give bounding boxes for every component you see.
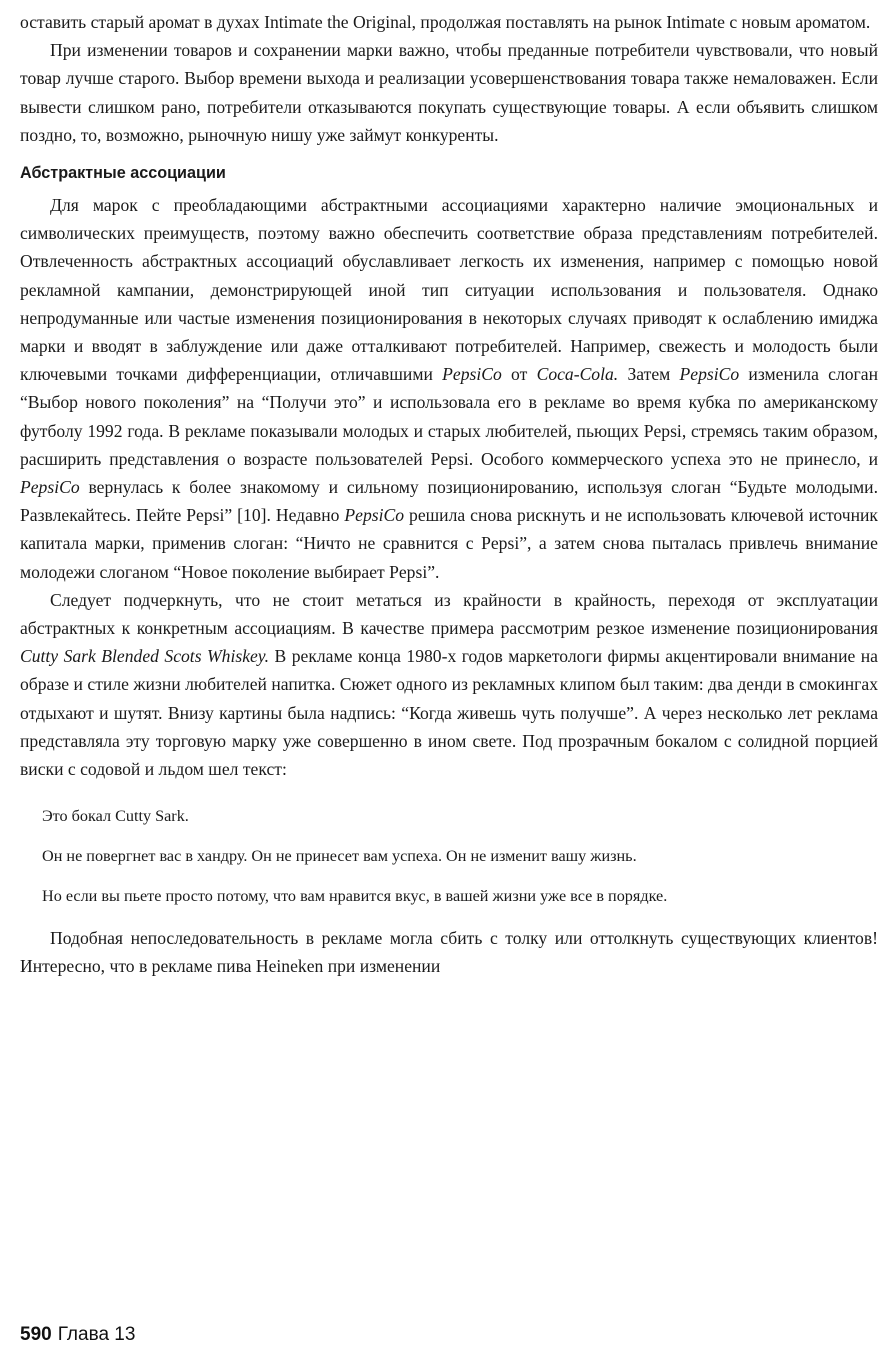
section-heading: Абстрактные ассоциации xyxy=(20,164,226,183)
text-run: Затем xyxy=(618,364,680,385)
paragraph-product-change: При изменении товаров и сохранении марки важно, чтобы преданные потребители чувствовали, что новый товар лучше старого. Выбор времени выхода и реализации усовершенствования товара также немаловажен. Если вывести слишком рано, потребители отказываются покупать существующие товары. А если объявить слишком поздно, то, возможно, рыночную нишу уже займут конкуренты. xyxy=(20,40,878,145)
brand-name-italic: Coca-Cola. xyxy=(536,364,619,385)
ad-quote-line-3: Но если вы пьете просто потому, что вам нравится вкус, в вашей жизни уже все в порядке. xyxy=(42,887,668,906)
brand-name-italic: PepsiCo xyxy=(344,505,405,526)
page-footer xyxy=(20,1320,135,1350)
paragraph-continued: оставить старый аромат в духах Intimate the Original, продолжая поставлять на рынок Intimate с новым ароматом. xyxy=(20,12,871,32)
text-run: решила снова рискнуть и не использовать ключевой источник капитала марки, применив слоган: “Ничто не сравнится с Pepsi”, а затем снова пыталась привлечь внимание молодежи слоганом “Новое поколение выбирает Pepsi”. xyxy=(20,505,878,582)
text-run: Для марок с преобладающими абстрактными ассоциациями характерно наличие эмоциональных и символических преимуществ, поэтому важно обеспечить соответствие образа представлениям потребителей. Отвлеченность абстрактных ассоциаций обуславливает легкость их изменения, например с помощью новой рекламной кампании, демонстрирующей иной тип ситуации использования и пользователя. Однако непродуманные или частые изменения позиционирования в некоторых случаях приводят к ослаблению имиджа марки и вводят в заблуждение или даже отталкивают потребителей. Например, свежесть и молодость были ключевыми точками дифференциации, отличавшими xyxy=(20,195,878,385)
text-run: вернулась к более знакомому и сильному позиционированию, используя слоган “Будьте молодыми. Развлекайтесь. Пейте Pepsi” [10]. Недавно xyxy=(20,477,878,526)
text-run: Следует подчеркнуть, что не стоит метаться из крайности в крайность, переходя от эксплуатации абстрактных к конкретным ассоциациям. В качестве примера рассмотрим резкое изменение позиционирования xyxy=(20,589,878,639)
brand-name-italic: PepsiCo xyxy=(442,364,502,385)
brand-name-italic: PepsiCo xyxy=(20,477,80,498)
text-run: В рекламе конца 1980-х годов маркетологи фирмы акцентировали внимание на образе и стиле жизни любителей напитка. Сюжет одного из рекламных клипом был таким: два денди в смокингах отдыхают и шутят. Внизу картины была надпись: “Когда живешь чуть получше”. А через несколько лет реклама представляла эту торговую марку уже совершенно в ином свете. Под прозрачным бокалом с солидной порцией виски с содовой и льдом шел текст: xyxy=(20,646,878,780)
text-run: изменила слоган “Выбор нового поколения” на “Получи это” и использовала его в рекламе во время кубка по американскому футболу 1992 года. В рекламе показывали молодых и старых любителей, пьющих Pepsi, стремясь таким образом, расширить представления о возрасте пользователей Pepsi. Особого коммерческого успеха это не принесло, и xyxy=(20,364,878,469)
page-number: 590 xyxy=(20,1324,52,1345)
ad-quote-line-2: Он не повергнет вас в хандру. Он не принесет вам успеха. Он не изменит вашу жизнь. xyxy=(42,847,637,866)
ad-quote-line-1: Это бокал Cutty Sark. xyxy=(42,807,189,826)
paragraph-abstract-associations xyxy=(20,191,878,586)
brand-name-italic: Cutty Sark Blended Scots Whiskey. xyxy=(20,646,270,667)
brand-name-italic: PepsiCo xyxy=(679,364,740,385)
text-run: от xyxy=(501,364,537,385)
paragraph-inconsistency: Подобная непоследовательность в рекламе могла сбить с толку или оттолкнуть существующих клиентов! Интересно, что в рекламе пива Heineken при изменении xyxy=(20,928,878,977)
paragraph-cutty-sark xyxy=(20,586,878,783)
chapter-label: Глава 13 xyxy=(57,1324,136,1345)
